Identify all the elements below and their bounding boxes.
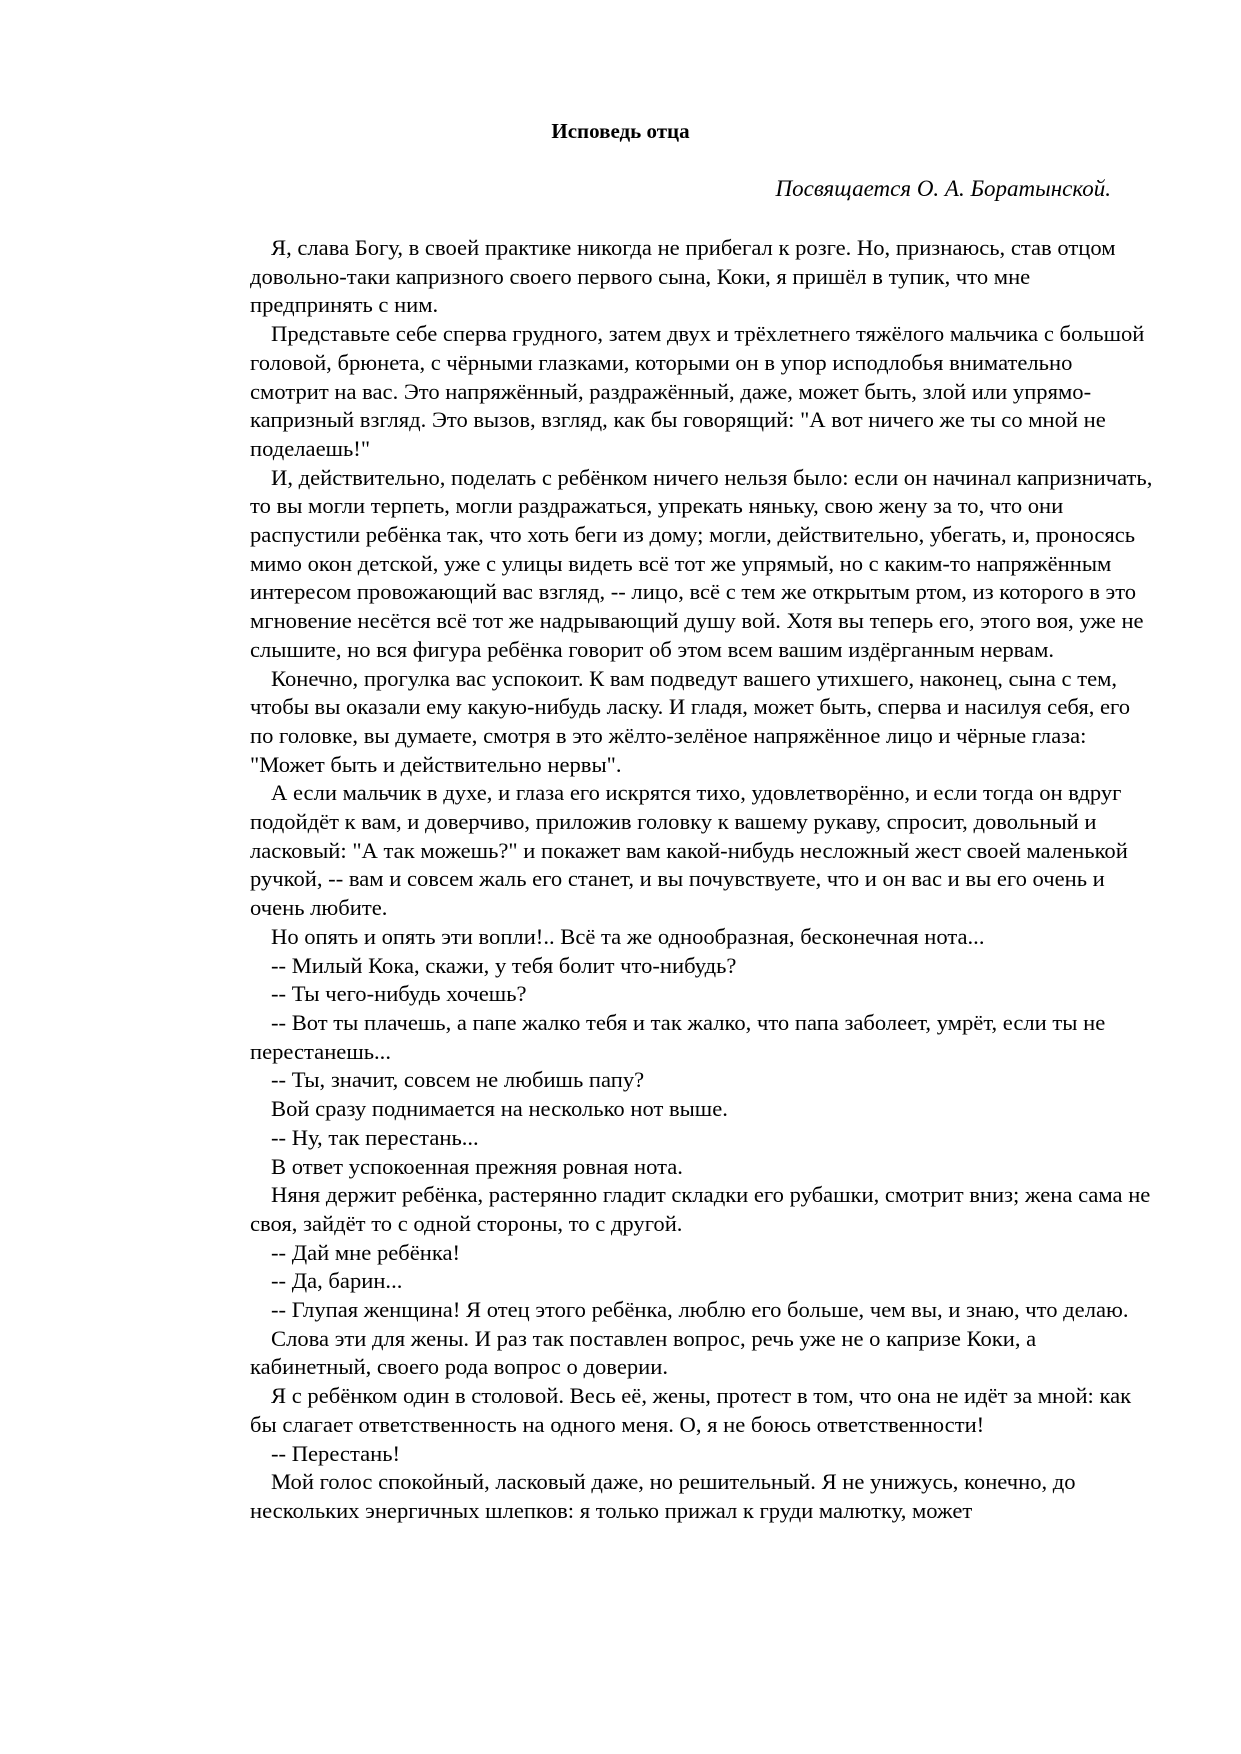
dialogue-line: -- Милый Кока, скажи, у тебя болит что-нибудь? (271, 952, 737, 978)
dialogue-line: -- Дай мне ребёнка! (271, 1239, 461, 1265)
paragraph: И, действительно, поделать с ребёнком ничего нельзя было: если он начинал капризничать, то вы могли терпеть, могли раздражаться, упрекать няньку, свою жену за то, что они распустили ребёнка так, что хоть беги из дому; могли, действительно, убегать, и, проносясь мимо окон детской, уже с улицы видеть всё тот же упрямый, но с каким-то напряжённым интересом провожающий вас взгляд, -- лицо, всё с тем же открытым ртом, из которого в это мгновение несётся всё тот же надрывающий душу вой. Хотя вы теперь его, этого воя, уже не слышите, но вся фигура ребёнка говорит об этом всем вашим издёрганным нервам. (250, 464, 1153, 662)
paragraph: Няня держит ребёнка, растерянно гладит складки его рубашки, смотрит вниз; жена сама не своя, зайдёт то с одной стороны, то с другой. (250, 1182, 1151, 1236)
paragraph: Я с ребёнком один в столовой. Весь её, жены, протест в том, что она не идёт за мной: как бы слагает ответственность на одного меня. О, я не боюсь ответственности! (250, 1383, 1132, 1437)
dedication: Посвящается О. А. Боратынской. (775, 176, 1111, 201)
paragraph: В ответ успокоенная прежняя ровная нота. (271, 1153, 683, 1179)
dialogue-line: -- Глупая женщина! Я отец этого ребёнка, люблю его больше, чем вы, и знаю, что делаю. (271, 1297, 1129, 1323)
dialogue-line: -- Ты чего-нибудь хочешь? (271, 981, 527, 1007)
paragraph: Слова эти для жены. И раз так поставлен вопрос, речь уже не о капризе Коки, а кабинетный, своего рода вопрос о доверии. (250, 1325, 1037, 1380)
document-body (250, 234, 1155, 1526)
paragraph: А если мальчик в духе, и глаза его искрятся тихо, удовлетворённо, и если тогда он вдруг подойдёт к вам, и доверчиво, приложив головку к вашему рукаву, спросит, довольный и ласковый: "А так можешь?" и покажет вам какой-нибудь несложный жест своей маленькой ручкой, -- вам и совсем жаль его станет, и вы почувствуете, что и он вас и вы его очень и очень любите. (250, 780, 1128, 921)
dialogue-line: -- Вот ты плачешь, а папе жалко тебя и так жалко, что папа заболеет, умрёт, если ты не перестанешь... (250, 1009, 1106, 1064)
document-title: Исповедь отца (551, 119, 690, 143)
paragraph: Я, слава Богу, в своей практике никогда не прибегал к розге. Но, признаюсь, став отцом довольно-таки капризного своего первого сына, Коки, я пришёл в тупик, что мне предпринять с ним. (250, 235, 1116, 318)
dialogue-line: -- Да, барин... (271, 1268, 403, 1294)
dialogue-line: -- Ну, так перестань... (271, 1124, 479, 1150)
paragraph: Представьте себе сперва грудного, затем двух и трёхлетнего тяжёлого мальчика с большой головой, брюнета, с чёрными глазками, которыми он в упор исподлобья внимательно смотрит на вас. Это напряжённый, раздражённый, даже, может быть, злой или упрямо-капризный взгляд. Это вызов, взгляд, как бы говорящий: "А вот ничего же ты со мной не поделаешь!" (250, 321, 1145, 461)
paragraph: Конечно, прогулка вас успокоит. К вам подведут вашего утихшего, наконец, сына с тем, чтобы вы оказали ему какую-нибудь ласку. И гладя, может быть, сперва и насилуя себя, его по головке, вы думаете, смотря в это жёлто-зелёное напряжённое лицо и чёрные глаза: "Может быть и действительно нервы". (250, 665, 1131, 777)
paragraph: Но опять и опять эти вопли!.. Всё та же однообразная, бесконечная нота... (271, 923, 985, 949)
paragraph: Мой голос спокойный, ласковый даже, но решительный. Я не унижусь, конечно, до нескольких энергичных шлепков: я только прижал к груди малютку, может (250, 1469, 1076, 1523)
paragraph: Вой сразу поднимается на несколько нот выше. (271, 1096, 728, 1122)
dialogue-line: -- Перестань! (271, 1440, 401, 1466)
dialogue-line: -- Ты, значит, совсем не любишь папу? (271, 1067, 645, 1093)
